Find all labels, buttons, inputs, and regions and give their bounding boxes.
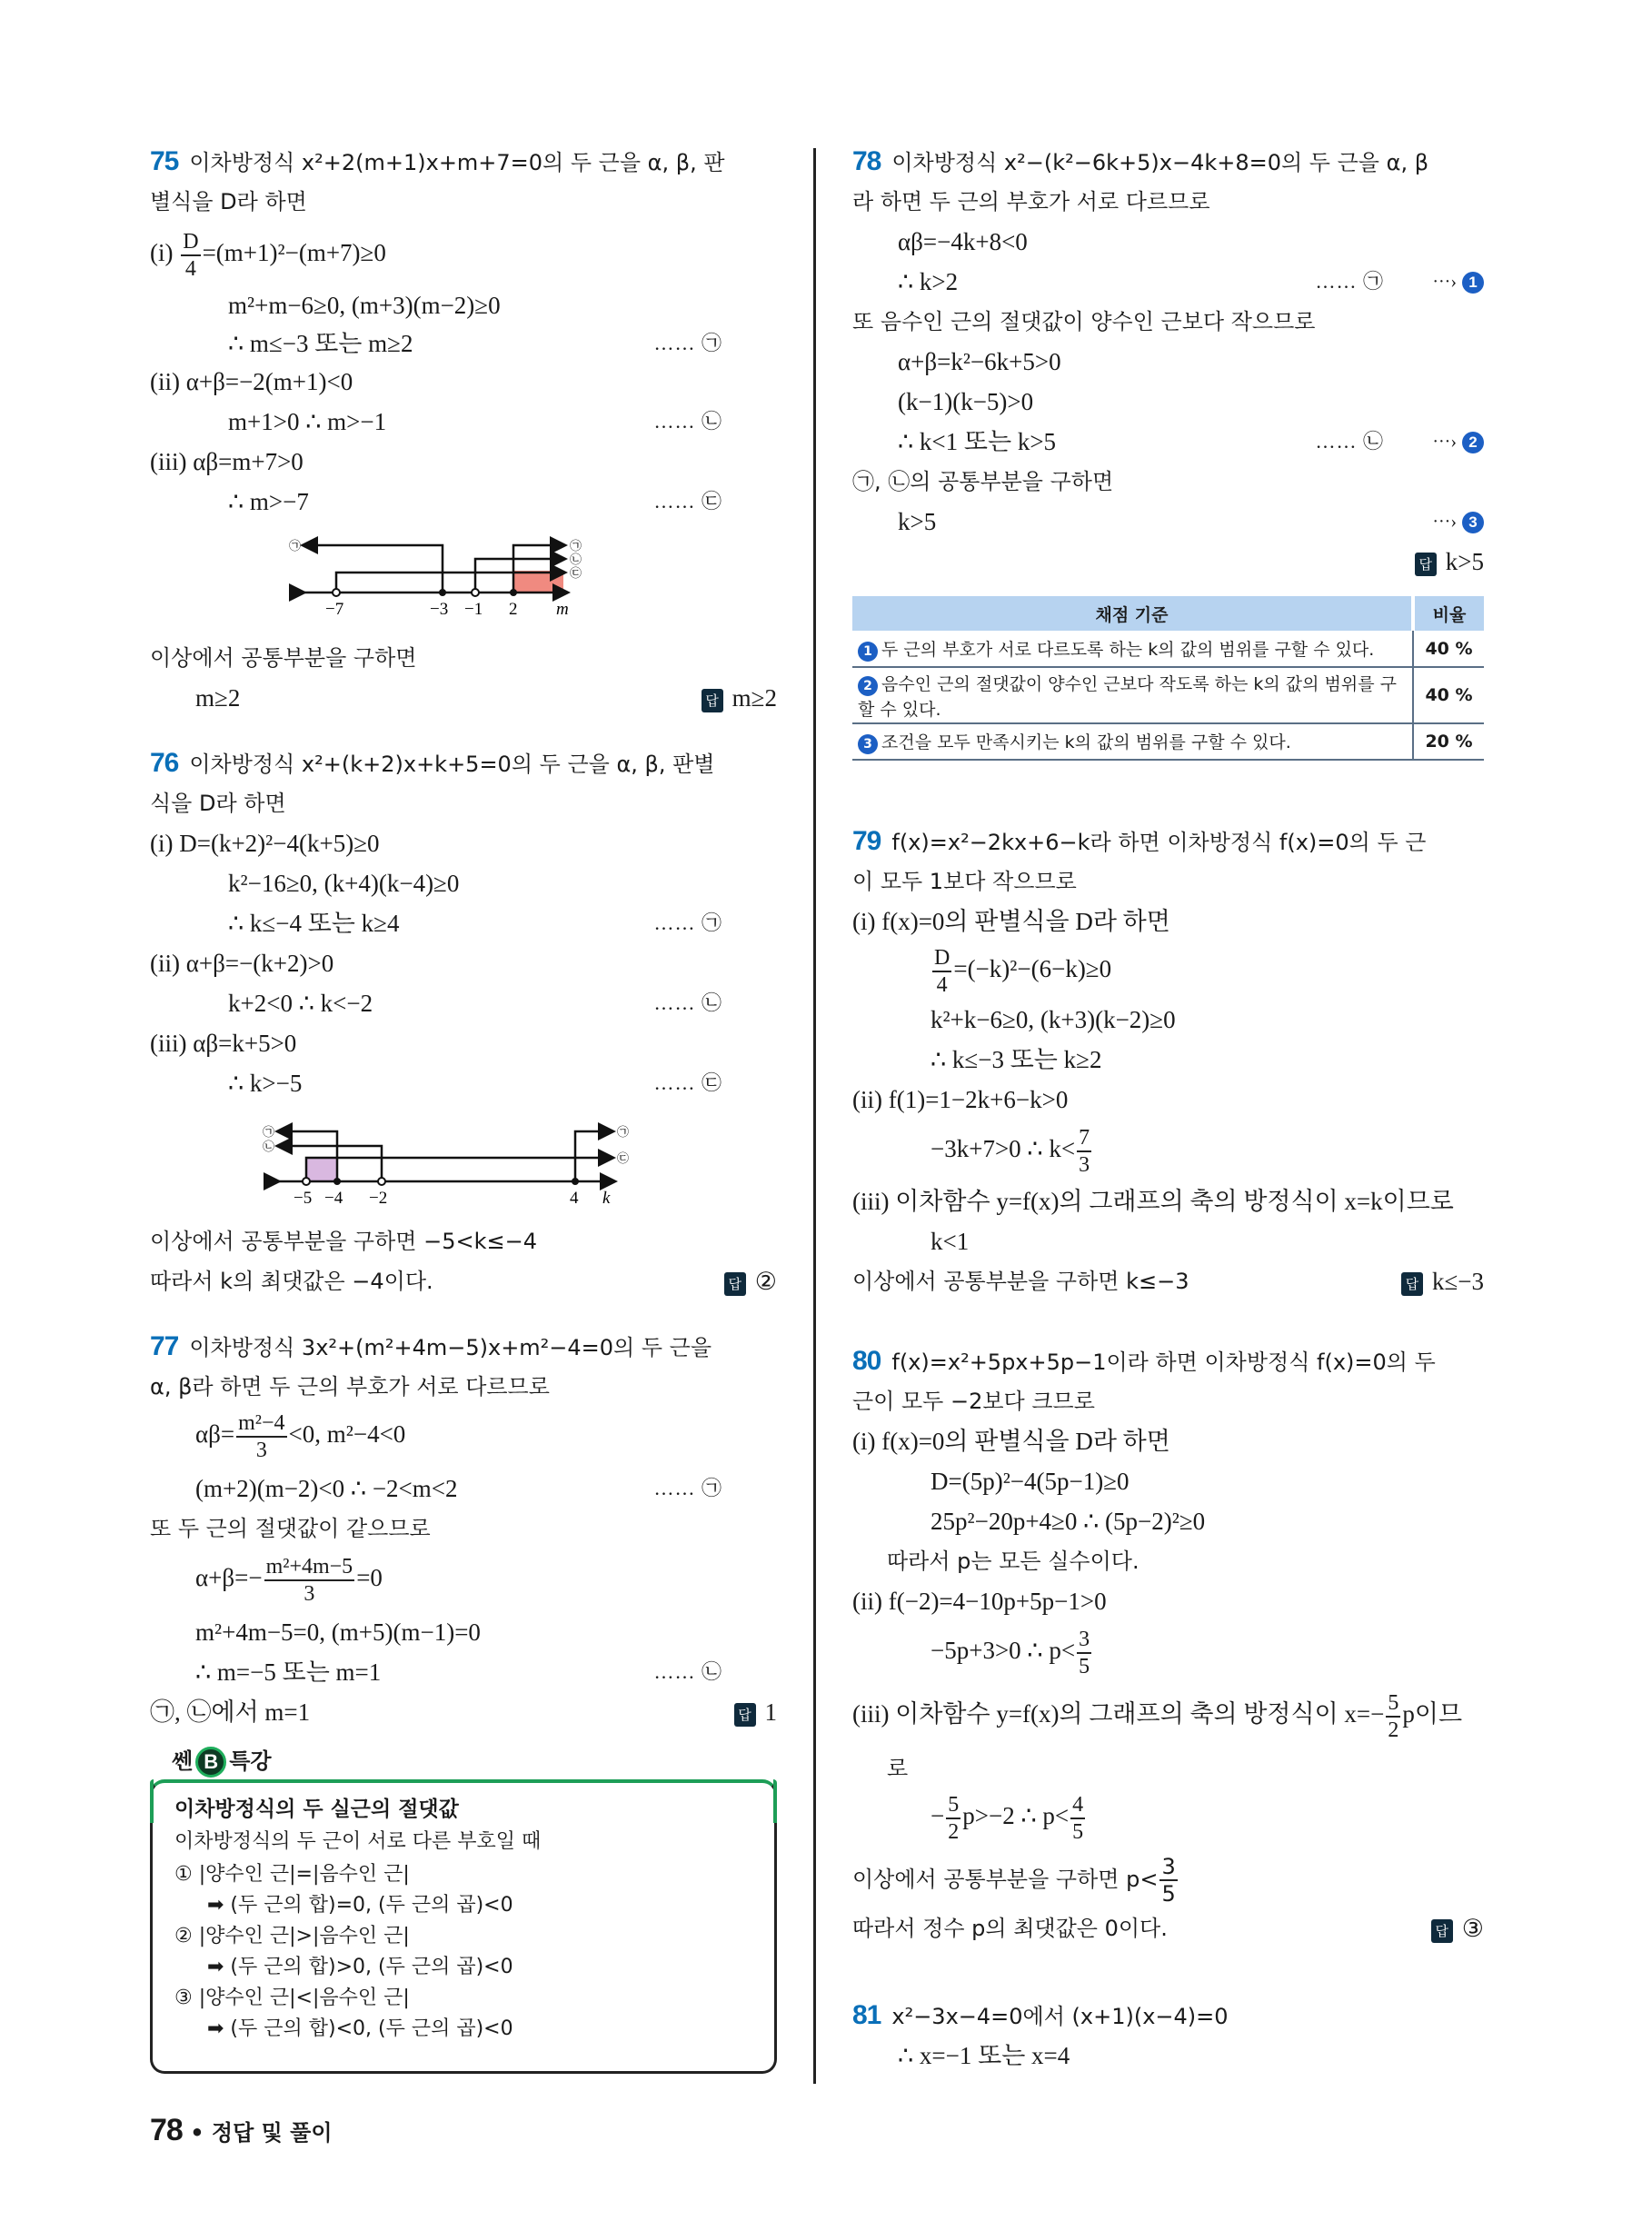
answer-80: 답 ③ — [852, 1910, 1484, 1947]
condition-marker: …… ㉡ — [1315, 430, 1384, 453]
problem-number: 78 — [852, 146, 881, 176]
number-line-diagram — [241, 1116, 641, 1216]
svg-text:㉢: ㉢ — [570, 567, 582, 581]
answer-79: 답 k≤−3 — [852, 1263, 1484, 1300]
svg-text:m: m — [556, 600, 569, 619]
tip-title: 이차방정식의 두 실근의 절댓값 — [174, 1798, 459, 1821]
problem-77-statement: 77 이차방정식 3x²+(m²+4m−5)x+m²−4=0의 두 근을 — [150, 1331, 712, 1361]
svg-text:−4: −4 — [324, 1189, 343, 1208]
svg-text:㉡: ㉡ — [263, 1140, 275, 1154]
answer-page: 75 이차방정식 x²+2(m+1)x+m+7=0의 두 근을 α, β, 판 별식을 D라 하면 (i) $\frac{D}{4}$ =(m+1)²−(m+7)≥0 m²+m−6≥0, (m+3)(m−2)≥0 ∴ m≤−3 또는 m≥2 …… ㉠ (ii) α+β=−2(m+1)<0 m+1>0 ∴ m>−1 …… ㉡ (iii) αβ=m+7>0 ∴ m>−7 …… ㉢ ㉠ ㉠ ㉡ ㉢ −7 −3 −1 2 m 이상에서 공통부분을 구하면 m≥2 답 m≥2 76 이차방정식 x²+(k+2)x+k+5=0의 두 근을 α, β, 판별 식을 D라 하면 (i) D=(k+2)²−4(k+5)≥0 k²−16≥0, (k+4)(k−4)≥0 ∴ k≤−4 또는 k≥4 …… ㉠ (ii) α+β=−(k+2)>0 k+2<0 ∴ k<−2 …… ㉡ (iii) αβ=k+5>0 ∴ k>−5 …… ㉢ ㉠ ㉡ ㉠ ㉢ −5 −4 −2 4 k 이상에서 공통부분을 구하면 −5<k≤−4 따라서 k의 최댓값은 −4이다. 답 ② 77 이차방정식 3x²+(m²+4m−5)x+m²−4=0의 두 근을 α, β라 하면 두 근의 부호가 서로 다르므로 αβ= $\frac{\text{m²−4}}{3}$ <0, m²−4<0 (m+2)(m−2)<0 ∴ −2<m<2 …… ㉠ 또 두 근의 절댓값이 같으므로 α+β=− $\frac{\text{m²+4m−5}}{3}$ =0 m²+4m−5=0, (m+5)(m−1)=0 ∴ m=−5 또는 m=1 …… ㉡ ㉠, ㉡에서 m=1 답 1 쎈 B 특강 이차방정식의 두 실근의 절댓값 이차방정식의 두 근이 서로 다른 부호일 때 ① |양수인 근|=|음수인 근| ➡ (두 근의 합)=0, (두 근의 곱)<0 ② |양수인 근|>|음수인 근| ➡ (두 근의 합)>0, (두 근의 곱)<0 ③ |양수인 근|<|음수인 근| ➡ (두 근의 합)<0, (두 근의 곱)<0 78 이차방정식 x²−(k²−6k+5)x−4k+8=0의 두 근을 α, β 라 하면 두 근의 부호가 서로 다르므로 αβ=−4k+8<0 ∴ k>2 …… ㉠ ···› 1 또 음수인 근의 절댓값이 양수인 근보다 작으므로 α+β=k²−6k+5>0 (k−1)(k−5)>0 ∴ k<1 또는 k>5 …… ㉡ ···› 2 ㉠, ㉡의 공통부분을 구하면 k>5 ···› 3 답 k>5 채점 기준 비율 1 두 근의 부호가 서로 다르도록 하는 k의 값의 범위를 구할 수 있다. 40 % 2 음수인 근의 절댓값이 양수인 근보다 작도록 하는 k의 값의 범위를 구할 수 있다. 40 % 3 조건을 모두 만족시키는 k의 값의 범위를 구할 수 있다. 20 % 79 f(x)=x²−2kx+6−k라 하면 이차방정식 f(x)=0의 두 근 이 모두 1보다 작으므로 (i) f(x)=0의 판별식을 D라 하면 $\frac{D}{4}$ =(−k)²−(6−k)≥0 k²+k−6≥0, (k+3)(k−2)≥0 ∴ k≤−3 또는 k≥2 (ii) f(1)=1−2k+6−k>0 −3k+7>0 ∴ k< $\frac{7}{3}$ (iii) 이차함수 y=f(x)의 그래프의 축의 방정식이 x=k이므로 k<1 이상에서 공통부분을 구하면 k≤−3 답 k≤−3 80 f(x)=x²+5px+5p−1이라 하면 이차방정식 f(x)=0의 두 근이 모두 −2보다 크므로 (i) f(x)=0의 판별식을 D라 하면 D=(5p)²−4(5p−1)≥0 25p²−20p+4≥0 ∴ (5p−2)²≥0 따라서 p는 모든 실수이다. (ii) f(−2)=4−10p+5p−1>0 −5p+3>0 ∴ p< $\frac{3}{5}$ (iii) 이차함수 y=f(x)의 그래프의 축의 방정식이 x=− $\frac{5}{2}$ p이므 로 − $\frac{5}{2}$ p>−2 ∴ p< $\frac{4}{5}$ 이상에서 공통부분을 구하면 p< $\frac{3}{5}$ 따라서 정수 p의 최댓값은 0이다. 답 ③ 81 x²−3x−4=0에서 (x+1)(x−4)=0 ∴ x=−1 또는 x=4 78 • 정답 및 풀이 — [0, 0, 1652, 2231]
svg-text:㉠: ㉠ — [570, 540, 582, 553]
svg-text:k: k — [602, 1189, 611, 1208]
condition-marker: …… ㉠ — [653, 1477, 722, 1499]
table-row: 2 음수인 근의 절댓값이 양수인 근보다 작도록 하는 k의 값의 범위를 구할 수 있다. 40 % — [852, 667, 1484, 723]
header-criteria: 채점 기준 — [852, 596, 1413, 631]
answer-icon: 답 — [734, 1703, 756, 1727]
answer-75: 답 m≥2 — [150, 680, 777, 716]
step-i: (i) $\frac{D}{4}$ =(m+1)²−(m+7)≥0 — [150, 229, 386, 281]
svg-text:㉠: ㉠ — [263, 1126, 275, 1140]
problem-number: 75 — [150, 146, 179, 176]
tip-box: 이차방정식의 두 실근의 절댓값 이차방정식의 두 근이 서로 다른 부호일 때 ① |양수인 근|=|음수인 근| ➡ (두 근의 합)=0, (두 근의 곱)<0 ② |양수인 근|>|음수인 근| ➡ (두 근의 합)>0, (두 근의 곱)<0 ③ |양수인 근|<|음수인 근| ➡ (두 근의 합)<0, (두 근의 곱)<0 — [150, 1779, 777, 2074]
answer-78: 답 k>5 — [852, 543, 1484, 580]
fraction: $\frac{D}{4}$ — [934, 945, 950, 997]
svg-text:−7: −7 — [325, 600, 344, 619]
svg-text:−2: −2 — [369, 1189, 388, 1208]
problem-number: 80 — [852, 1346, 881, 1376]
svg-text:㉠: ㉠ — [289, 540, 302, 553]
condition-marker: …… ㉡ — [653, 991, 722, 1014]
svg-text:㉠: ㉠ — [617, 1126, 630, 1140]
fraction: $\frac{D}{4}$ — [183, 229, 199, 281]
svg-text:2: 2 — [509, 600, 518, 619]
problem-number: 79 — [852, 826, 881, 856]
problem-78-statement: 78 이차방정식 x²−(k²−6k+5)x−4k+8=0의 두 근을 α, β — [852, 146, 1429, 176]
answer-77: 답 1 — [150, 1694, 777, 1730]
number-line-diagram — [286, 525, 632, 625]
problem-76-statement: 76 이차방정식 x²+(k+2)x+k+5=0의 두 근을 α, β, 판별 — [150, 748, 715, 778]
fraction: $\frac{\text{m²−4}}{3}$ — [238, 1410, 285, 1462]
number-line-75 — [286, 525, 632, 625]
answer-76: 답 ② — [150, 1263, 777, 1300]
answer-icon: 답 — [724, 1272, 746, 1296]
fraction: $\frac{3}{5}$ — [1161, 1854, 1176, 1907]
svg-text:㉢: ㉢ — [617, 1152, 630, 1166]
table-row: 1 두 근의 부호가 서로 다르도록 하는 k의 값의 범위를 구할 수 있다. 40 % — [852, 631, 1484, 667]
section-title: • 정답 및 풀이 — [190, 2120, 333, 2146]
answer-icon: 답 — [1415, 553, 1437, 576]
svg-text:−1: −1 — [464, 600, 483, 619]
condition-marker: …… ㉠ — [1315, 270, 1384, 293]
table-row: 3 조건을 모두 만족시키는 k의 값의 범위를 구할 수 있다. 20 % — [852, 723, 1484, 760]
condition-marker: …… ㉠ — [653, 911, 722, 934]
condition-marker: …… ㉢ — [653, 1071, 722, 1094]
brand-b-icon: B — [195, 1747, 226, 1778]
answer-icon: 답 — [1431, 1919, 1453, 1943]
problem-number: 77 — [150, 1331, 179, 1361]
answer-icon: 답 — [1401, 1272, 1423, 1296]
problem-number: 76 — [150, 748, 179, 778]
condition-marker: …… ㉠ — [653, 332, 722, 354]
problem-81-statement: 81 x²−3x−4=0에서 (x+1)(x−4)=0 — [852, 2000, 1229, 2030]
fraction: $\frac{\text{m²+4m−5}}{3}$ — [265, 1554, 353, 1606]
svg-text:−3: −3 — [430, 600, 449, 619]
grading-step-1: ···› 1 — [1432, 264, 1484, 300]
header-ratio: 비율 — [1413, 596, 1484, 631]
grading-step-3: ···› 3 — [1432, 503, 1484, 540]
fraction: $\frac{5}{2}$ — [948, 1792, 960, 1844]
answer-icon: 답 — [702, 689, 723, 712]
column-divider — [813, 148, 816, 2084]
problem-number: 81 — [852, 2000, 881, 2030]
fraction: $\frac{4}{5}$ — [1072, 1792, 1084, 1844]
fraction: $\frac{3}{5}$ — [1079, 1627, 1090, 1678]
svg-text:−5: −5 — [294, 1189, 313, 1208]
fraction: $\frac{5}{2}$ — [1388, 1690, 1399, 1742]
svg-text:㉡: ㉡ — [570, 553, 582, 567]
number-line-76 — [241, 1116, 641, 1216]
fraction: $\frac{7}{3}$ — [1079, 1125, 1090, 1177]
grading-step-2: ···› 2 — [1432, 423, 1484, 460]
condition-marker: …… ㉡ — [653, 410, 722, 433]
grading-table — [852, 596, 1484, 761]
condition-marker: …… ㉢ — [653, 490, 722, 513]
condition-marker: …… ㉡ — [653, 1660, 722, 1683]
page-footer — [150, 2113, 333, 2148]
tip-brand: 쎈 B 특강 — [172, 1743, 272, 1778]
page-number: 78 — [150, 2113, 183, 2147]
svg-text:4: 4 — [570, 1189, 579, 1208]
problem-75-statement: 75 이차방정식 x²+2(m+1)x+m+7=0의 두 근을 α, β, 판 — [150, 146, 725, 176]
problem-80-statement: 80 f(x)=x²+5px+5p−1이라 하면 이차방정식 f(x)=0의 두 — [852, 1346, 1436, 1376]
problem-79-statement: 79 f(x)=x²−2kx+6−k라 하면 이차방정식 f(x)=0의 두 근 — [852, 826, 1427, 856]
